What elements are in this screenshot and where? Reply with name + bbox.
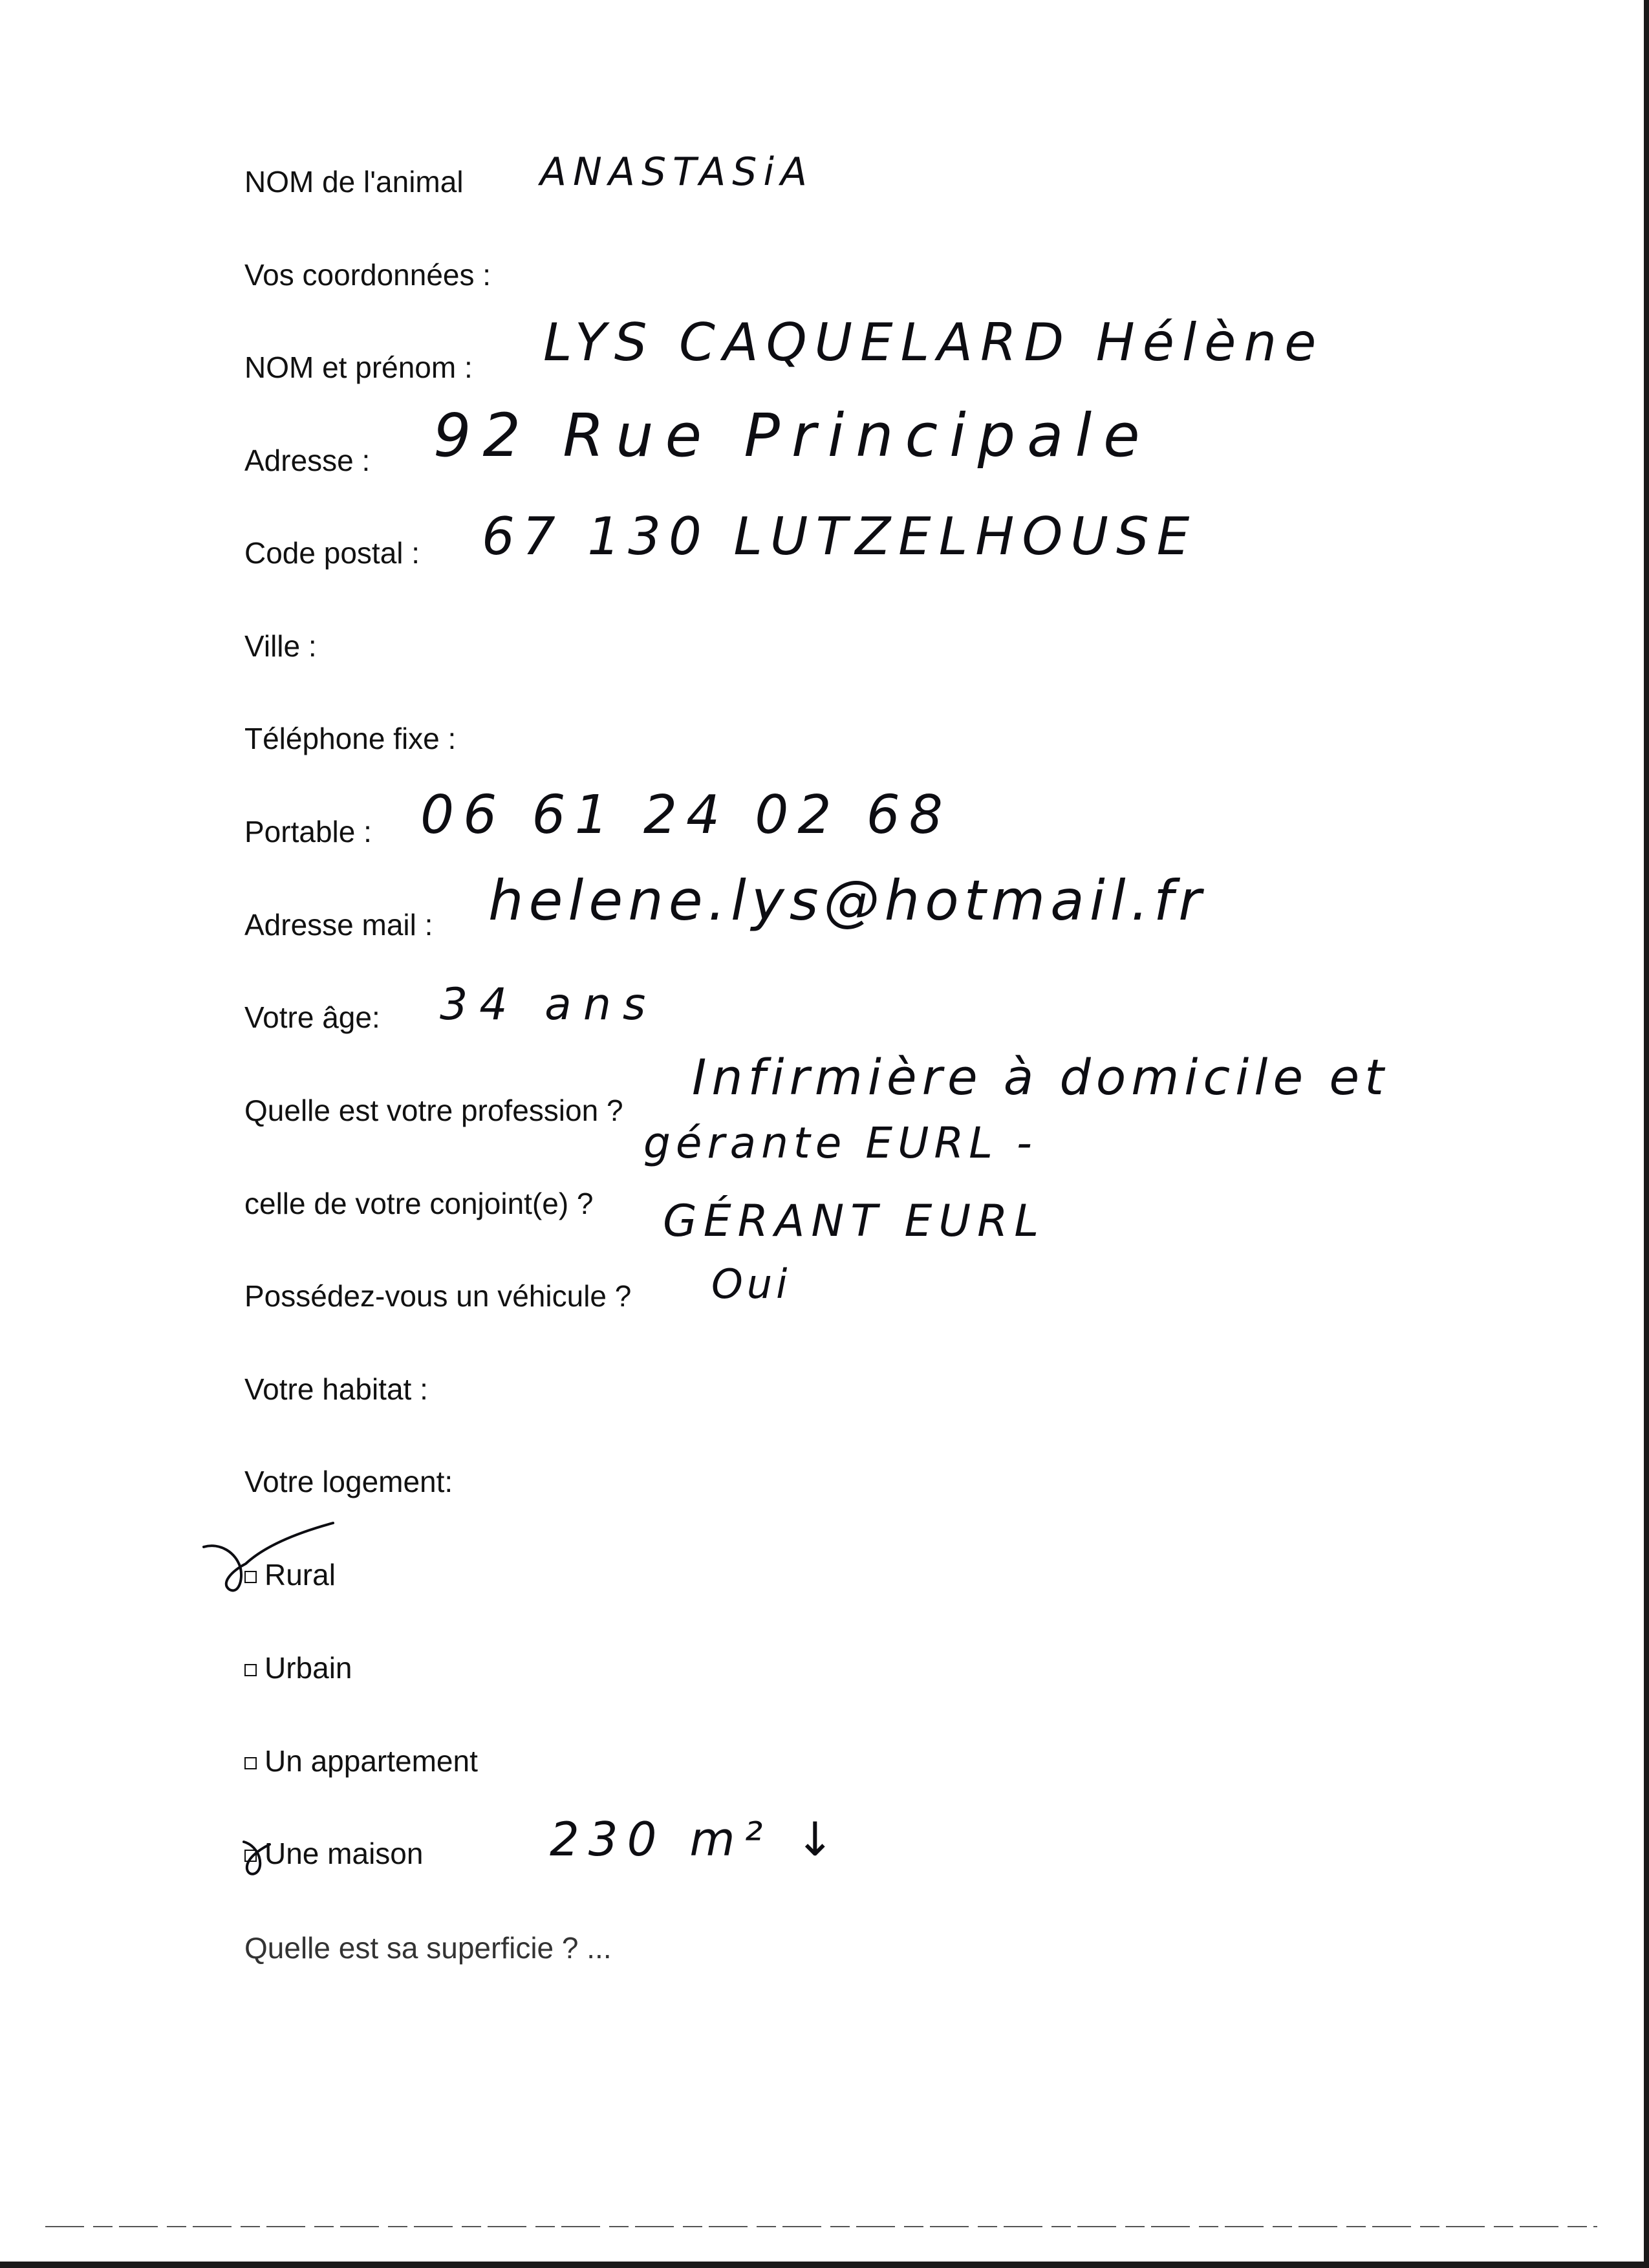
address-value: 92 Rue Principale — [433, 401, 1152, 470]
name-label: NOM et prénom : — [244, 351, 473, 384]
vehicle-label: Possédez-vous un véhicule ? — [244, 1279, 632, 1313]
option-appartement[interactable] — [244, 1746, 478, 1776]
contact-heading: Vos coordonnées : — [244, 258, 491, 292]
house-size-value: 230 m² ↓ — [550, 1812, 844, 1866]
partner-value: GÉRANT EURL — [663, 1196, 1046, 1247]
scan-edge-right — [1644, 0, 1649, 2268]
age-value: 34 ans — [440, 979, 658, 1030]
cut-off-question: Quelle est sa superficie ? ... — [244, 1931, 612, 1965]
checkbox-icon[interactable] — [244, 1664, 257, 1676]
animal-name-value: ANASTASiA — [540, 149, 814, 195]
address-label: Adresse : — [244, 444, 371, 477]
scan-edge-bottom — [0, 2262, 1649, 2268]
landline-label: Téléphone fixe : — [244, 722, 457, 755]
animal-name-label: NOM de l'animal — [244, 165, 464, 199]
profession-value-line1: Infirmière à domicile et — [692, 1048, 1389, 1106]
email-value: helene.lys@hotmail.fr — [488, 869, 1207, 933]
option-maison-label: Une maison — [264, 1837, 424, 1870]
habitat-label: Votre habitat : — [244, 1372, 428, 1406]
city-label: Ville : — [244, 629, 317, 663]
profession-value-line2: gérante EURL - — [643, 1118, 1037, 1168]
profession-label: Quelle est votre profession ? — [244, 1094, 623, 1127]
checkbox-icon[interactable] — [244, 1757, 257, 1769]
name-value: LYS CAQUELARD Hélène — [543, 312, 1324, 373]
mobile-value: 06 61 24 02 68 — [420, 784, 952, 846]
option-rural-label: Rural — [264, 1558, 336, 1592]
vehicle-value: Oui — [711, 1260, 792, 1308]
partner-label: celle de votre conjoint(e) ? — [244, 1187, 594, 1220]
checkmark-icon — [200, 1507, 343, 1610]
option-appartement-label: Un appartement — [264, 1744, 478, 1778]
postal-label: Code postal : — [244, 536, 420, 570]
age-label: Votre âge: — [244, 1000, 380, 1034]
housing-label: Votre logement: — [244, 1465, 453, 1498]
mobile-label: Portable : — [244, 815, 372, 848]
scan-dashed-line — [0, 2225, 1649, 2229]
option-urbain-label: Urbain — [264, 1651, 352, 1685]
email-label: Adresse mail : — [244, 908, 433, 942]
postal-value: 67 130 LUTZELHOUSE — [482, 506, 1198, 567]
option-urbain[interactable] — [244, 1653, 352, 1683]
checkmark-icon — [241, 1830, 286, 1882]
